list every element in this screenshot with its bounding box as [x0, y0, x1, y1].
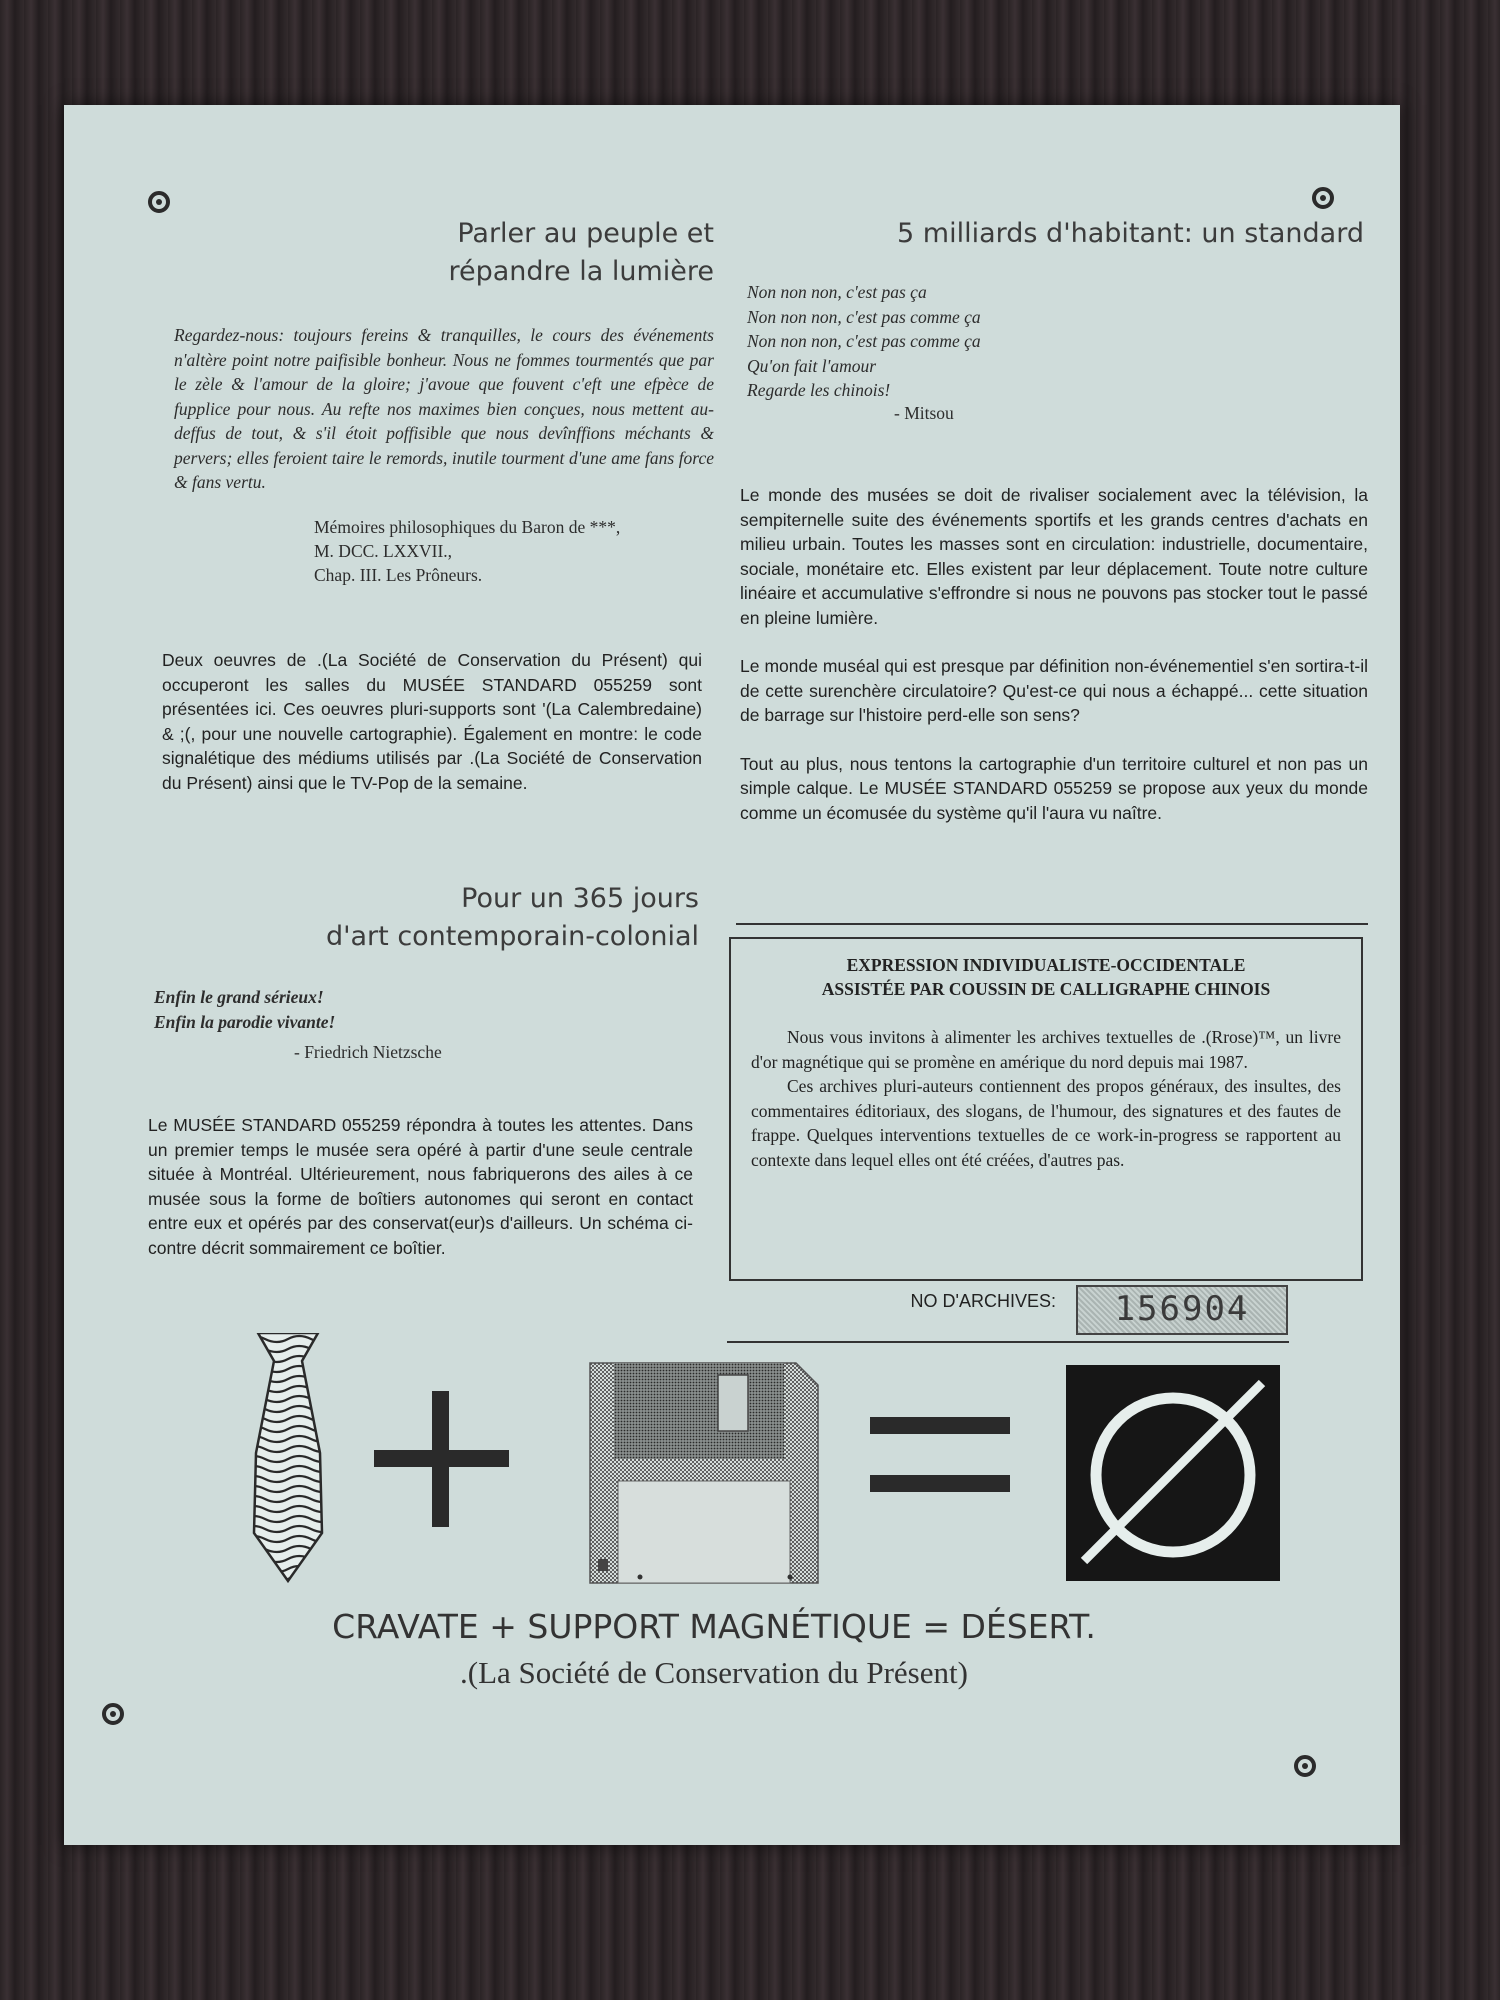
archives-box-title [751, 953, 1341, 1001]
punch-hole-icon [1312, 187, 1334, 209]
mitsou-author: - Mitsou [894, 403, 954, 423]
citation-line: Mémoires philosophiques du Baron de ***, [314, 517, 621, 537]
empty-set-icon [1066, 1365, 1280, 1581]
nietzsche-quote [154, 985, 674, 1034]
mitsou-lyrics [747, 280, 1167, 403]
baron-citation [314, 515, 714, 587]
paragraph: Le monde muséal qui est presque par définition non-événementiel s'en sortira-t-il de cette surenchère circulatoire? Qu'est-ce qui nous a échappé... cette situation de barrage sur l'histoire perd-elle son sens? [740, 656, 1368, 725]
box-paragraph: Ces archives pluri-auteurs contiennent des propos généraux, des insultes, des commentaires éditoriaux, des slogans, de l'humour, des signatures et des fautes de frappe. Quelques interventions textuelles de ce work-in-progress se rapportent au contexte dans lequel elles ont été créées, d'autres pas. [751, 1076, 1341, 1170]
lyric-line: Regarde les chinois! [747, 380, 891, 400]
nietzsche-author: - Friedrich Nietzsche [294, 1042, 442, 1062]
society-caption: .(La Société de Conservation du Présent) [460, 1655, 968, 1690]
quote-line: Enfin le grand sérieux! [154, 987, 324, 1007]
right-title: 5 milliards d'habitant: un standard [897, 218, 1364, 249]
archives-box [729, 937, 1363, 1281]
archives-number: 156904 [1076, 1285, 1288, 1335]
punch-hole-icon [1294, 1755, 1316, 1777]
archives-label: NO D'ARCHIVES: [910, 1291, 1056, 1311]
lyric-line: Qu'on fait l'amour [747, 355, 877, 376]
citation-line: M. DCC. LXXVII., [314, 541, 453, 561]
intro-paragraph: Deux oeuvres de .(La Société de Conservation du Présent) qui occuperont les salles du MUSÉE STANDARD 055259 sont présentées ici. Ces oeuvres pluri-supports sont '(La Calembredaine) & ;(, pour une nouvelle cartographie). Également en montre: le code signalétique des médiums utilisés par .(La Société de Conservation du Présent) ainsi que le TV-Pop de la semaine. [162, 650, 702, 793]
paragraph: Le monde des musées se doit de rivaliser socialement avec la télévision, la sempiternelle suite des événements sportifs et les grands centres d'achats en milieu urbain. Toutes les masses sont en circulation: industrielle, documentaire, sociale, monétaire etc. Elles existent par leur déplacement. Toute notre culture linéaire et accumulative s'effrondre si nous ne pouvons pas stocker tout le passé en pleine lumière. [740, 485, 1368, 628]
punch-hole-icon [148, 191, 170, 213]
divider [736, 923, 1368, 925]
tie-icon [242, 1333, 334, 1583]
equation-caption: CRAVATE + SUPPORT MAGNÉTIQUE = DÉSERT. [332, 1607, 1096, 1646]
citation-line: Chap. III. Les Prôneurs. [314, 565, 483, 585]
box-title-line: ASSISTÉE PAR COUSSIN DE CALLIGRAPHE CHINOIS [821, 979, 1271, 999]
floppy-disk-icon [590, 1363, 818, 1583]
lyric-line: Non non non, c'est pas ça [747, 282, 927, 302]
box-paragraph: Nous vous invitons à alimenter les archives textuelles de .(Rrose)™, un livre d'or magnétique qui se promène en amérique du nord depuis mai 1987. [751, 1027, 1341, 1072]
equals-icon [870, 1417, 1010, 1492]
title-line: Pour un 365 jours [461, 883, 699, 914]
museum-paragraph: Le MUSÉE STANDARD 055259 répondra à toutes les attentes. Dans un premier temps le musée sera opéré à partir d'une seule centrale située à Montréal. Ultérieurement, nous fabriquerons des ailes à ce musée sous la forme de boîtiers autonomes qui seront en contact entre eux et opérés par des conservat(eur)s d'ailleurs. Un schéma ci-contre décrit sommairement ce boîtier. [148, 1115, 693, 1258]
baron-quote: Regardez-nous: toujours fereins & tranquilles, le cours des événements n'altère point notre paifisible bonheur. Nous ne fommes tourmentés que par le zèle & l'amour de la gloire; j'avoue que fouvent c'eft une efpèce de fupplice pour nous. Au refte nos maximes bien conçues, nous mettent au-deffus de tout, & s'il étoit poffisible que nous devînffions méchants & pervers; elles feroient taire le remords, inutile tourment d'une ame fans force & fans vertu. [174, 325, 714, 492]
box-title-line: EXPRESSION INDIVIDUALISTE-OCCIDENTALE [846, 955, 1246, 975]
lyric-line: Non non non, c'est pas comme ça [747, 306, 981, 327]
plus-icon [374, 1391, 509, 1527]
title-line: répandre la lumière [448, 256, 714, 287]
punch-hole-icon [102, 1703, 124, 1725]
quote-line: Enfin la parodie vivante! [154, 1011, 336, 1032]
paragraph: Tout au plus, nous tentons la cartographie d'un territoire culturel et non pas un simple calque. Le MUSÉE STANDARD 055259 se propose aux yeux du monde comme un écomusée du système qu'il l'aura vu naître. [740, 753, 1368, 823]
title-line: d'art contemporain-colonial [325, 921, 699, 952]
right-paragraphs [740, 483, 1368, 825]
lyric-line: Non non non, c'est pas comme ça [747, 331, 981, 351]
left-title-1 [244, 215, 714, 291]
left-title-2 [224, 880, 699, 956]
archives-box-body [751, 1025, 1341, 1172]
document-page [64, 105, 1400, 1845]
title-line: Parler au peuple et [457, 218, 714, 249]
